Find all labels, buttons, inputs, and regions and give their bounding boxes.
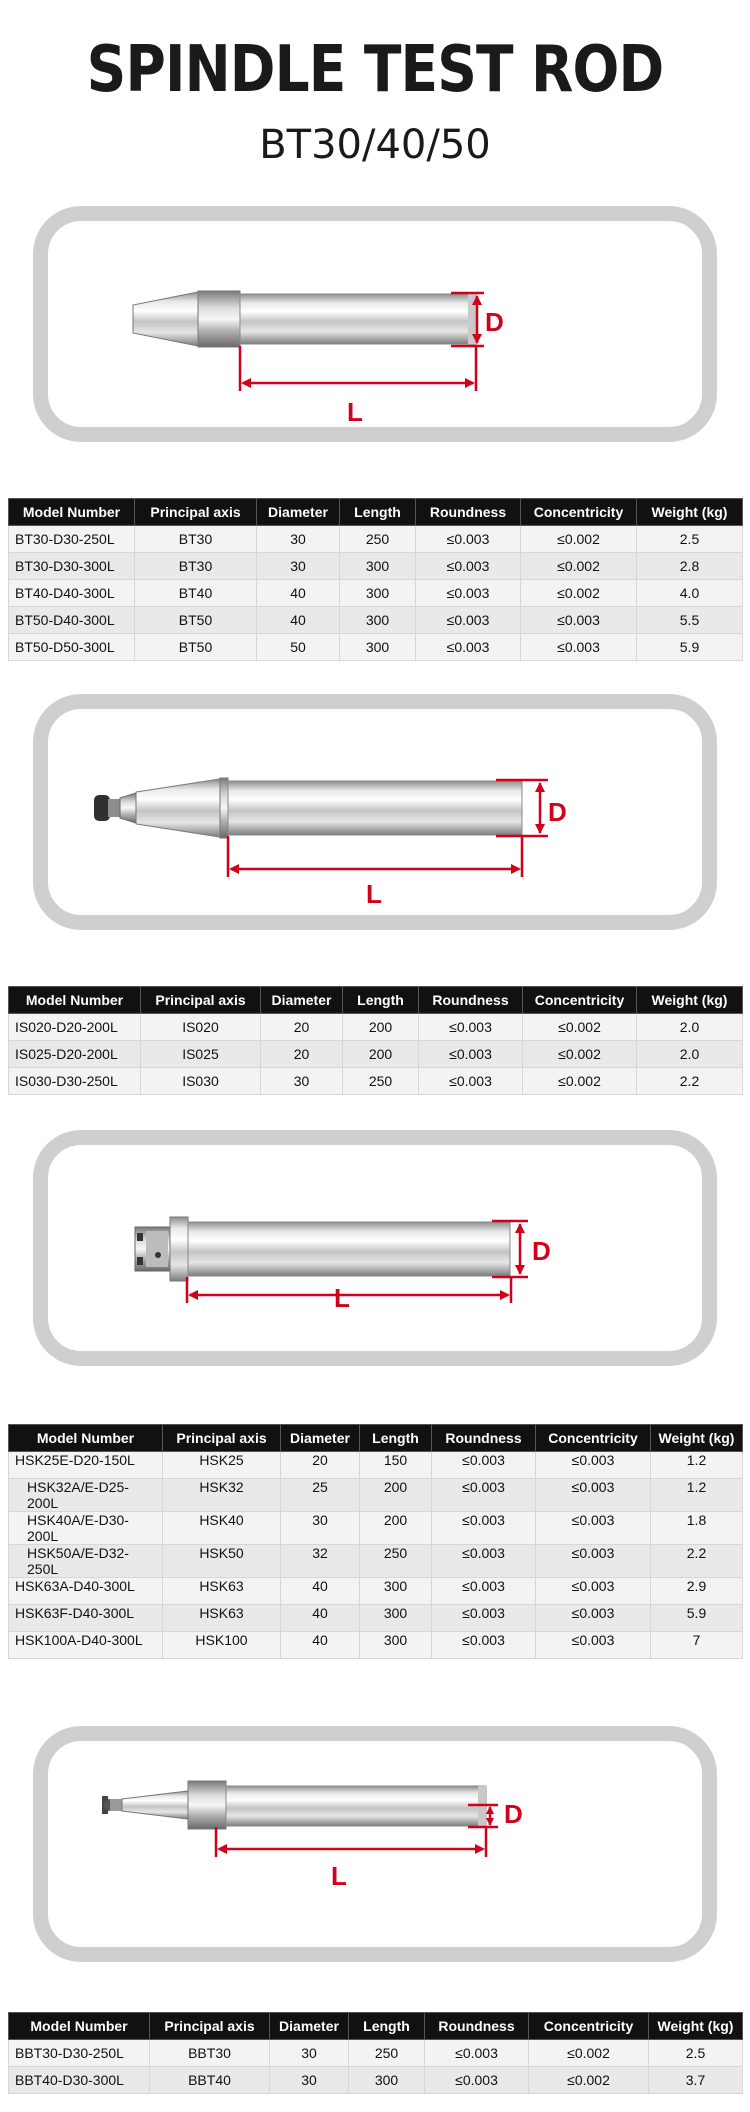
cell: 250	[360, 1545, 432, 1578]
col-concentricity: Concentricity	[536, 1425, 651, 1452]
cell: IS025	[141, 1041, 261, 1068]
cell: ≤0.002	[523, 1041, 637, 1068]
cell: IS030-D30-250L	[9, 1068, 141, 1095]
cell: ≤0.003	[432, 1578, 536, 1605]
cell: 300	[360, 1605, 432, 1632]
cell: ≤0.002	[521, 526, 637, 553]
cell: 200	[360, 1512, 432, 1545]
col-diameter: Diameter	[270, 2013, 349, 2040]
cell: ≤0.003	[536, 1578, 651, 1605]
cell: HSK40	[163, 1512, 281, 1545]
table-row	[9, 1041, 743, 1068]
cell: 1.8	[651, 1512, 743, 1545]
bt-rod-illustration	[48, 221, 702, 427]
length-label: L	[331, 1861, 347, 1891]
cell: HSK50	[163, 1545, 281, 1578]
cell: 250	[349, 2040, 425, 2067]
cell: ≤0.003	[425, 2067, 529, 2094]
col-roundness: Roundness	[419, 987, 523, 1014]
cell: 300	[360, 1578, 432, 1605]
cell: 5.9	[651, 1605, 743, 1632]
col-roundness: Roundness	[432, 1425, 536, 1452]
cell: 20	[261, 1014, 343, 1041]
col-weight: Weight (kg)	[651, 1425, 743, 1452]
cell: 30	[270, 2040, 349, 2067]
table-row	[9, 1632, 743, 1659]
cell: 1.2	[651, 1452, 743, 1479]
col-concentricity: Concentricity	[521, 499, 637, 526]
cell: ≤0.002	[521, 553, 637, 580]
cell: 2.0	[637, 1014, 743, 1041]
table-row	[9, 634, 743, 661]
table-row	[9, 1479, 743, 1512]
cell: ≤0.002	[529, 2067, 649, 2094]
cell: BT40	[135, 580, 257, 607]
is-rod-diagram	[33, 694, 717, 930]
col-weight: Weight (kg)	[637, 987, 743, 1014]
table-row	[9, 553, 743, 580]
cell: 25	[281, 1479, 360, 1512]
table-row	[9, 1512, 743, 1545]
is-rod-illustration	[48, 709, 702, 915]
bbt-rod-illustration	[48, 1741, 702, 1947]
cell: HSK50A/E-D32-250L	[9, 1545, 163, 1578]
table-row	[9, 1605, 743, 1632]
col-length: Length	[340, 499, 416, 526]
cell: HSK40A/E-D30-200L	[9, 1512, 163, 1545]
cell: ≤0.003	[419, 1068, 523, 1095]
bbt-rod-diagram	[33, 1726, 717, 1962]
cell: 150	[360, 1452, 432, 1479]
table-row	[9, 2067, 743, 2094]
cell: HSK32A/E-D25-200L	[9, 1479, 163, 1512]
cell: 30	[257, 553, 340, 580]
col-model: Model Number	[9, 987, 141, 1014]
cell: 4.0	[637, 580, 743, 607]
col-principal-axis: Principal axis	[163, 1425, 281, 1452]
col-principal-axis: Principal axis	[135, 499, 257, 526]
cell: 300	[349, 2067, 425, 2094]
cell: ≤0.003	[425, 2040, 529, 2067]
cell: 30	[261, 1068, 343, 1095]
cell: ≤0.003	[416, 607, 521, 634]
page-subtitle: BT30/40/50	[259, 122, 491, 168]
cell: 40	[281, 1632, 360, 1659]
col-diameter: Diameter	[261, 987, 343, 1014]
cell: BT30-D30-250L	[9, 526, 135, 553]
diameter-label: D	[504, 1799, 523, 1829]
cell: ≤0.003	[416, 553, 521, 580]
cell: ≤0.003	[536, 1452, 651, 1479]
cell: IS025-D20-200L	[9, 1041, 141, 1068]
cell: ≤0.003	[521, 634, 637, 661]
bbt-spec-table	[8, 2012, 743, 2094]
cell: 20	[261, 1041, 343, 1068]
cell: BT50	[135, 607, 257, 634]
cell: HSK63	[163, 1605, 281, 1632]
cell: HSK25E-D20-150L	[9, 1452, 163, 1479]
cell: HSK63F-D40-300L	[9, 1605, 163, 1632]
cell: ≤0.003	[416, 526, 521, 553]
cell: IS020	[141, 1014, 261, 1041]
cell: IS030	[141, 1068, 261, 1095]
cell: ≤0.003	[432, 1479, 536, 1512]
col-concentricity: Concentricity	[529, 2013, 649, 2040]
cell: 300	[340, 634, 416, 661]
cell: HSK100A-D40-300L	[9, 1632, 163, 1659]
is-spec-table	[8, 986, 743, 1095]
col-diameter: Diameter	[257, 499, 340, 526]
cell: 200	[343, 1041, 419, 1068]
cell: 2.9	[651, 1578, 743, 1605]
col-diameter: Diameter	[281, 1425, 360, 1452]
cell: HSK25	[163, 1452, 281, 1479]
cell: ≤0.003	[419, 1014, 523, 1041]
cell: ≤0.002	[523, 1068, 637, 1095]
col-principal-axis: Principal axis	[141, 987, 261, 1014]
hsk-rod-diagram	[33, 1130, 717, 1366]
cell: 1.2	[651, 1479, 743, 1512]
cell: 300	[340, 580, 416, 607]
hsk-rod-illustration	[48, 1145, 702, 1351]
length-label: L	[347, 397, 363, 427]
cell: 5.5	[637, 607, 743, 634]
cell: ≤0.003	[432, 1545, 536, 1578]
cell: BBT30	[150, 2040, 270, 2067]
col-roundness: Roundness	[425, 2013, 529, 2040]
cell: ≤0.003	[419, 1041, 523, 1068]
cell: BT50-D40-300L	[9, 607, 135, 634]
cell: BBT40	[150, 2067, 270, 2094]
cell: 30	[270, 2067, 349, 2094]
table-row	[9, 1452, 743, 1479]
table-row	[9, 1014, 743, 1041]
table-row	[9, 1545, 743, 1578]
cell: ≤0.002	[523, 1014, 637, 1041]
cell: 32	[281, 1545, 360, 1578]
table-row	[9, 1578, 743, 1605]
cell: 2.8	[637, 553, 743, 580]
cell: 40	[281, 1605, 360, 1632]
cell: BT30	[135, 526, 257, 553]
table-row	[9, 1068, 743, 1095]
cell: ≤0.003	[536, 1632, 651, 1659]
cell: 300	[340, 607, 416, 634]
col-model: Model Number	[9, 2013, 150, 2040]
cell: ≤0.003	[416, 580, 521, 607]
cell: 3.7	[649, 2067, 743, 2094]
cell: 7	[651, 1632, 743, 1659]
cell: HSK32	[163, 1479, 281, 1512]
col-model: Model Number	[9, 499, 135, 526]
cell: ≤0.003	[432, 1632, 536, 1659]
cell: ≤0.003	[536, 1545, 651, 1578]
cell: ≤0.003	[536, 1479, 651, 1512]
diameter-label: D	[485, 307, 504, 337]
cell: 40	[257, 607, 340, 634]
cell: 300	[340, 553, 416, 580]
cell: 50	[257, 634, 340, 661]
cell: BT50	[135, 634, 257, 661]
col-roundness: Roundness	[416, 499, 521, 526]
cell: ≤0.003	[416, 634, 521, 661]
cell: 250	[343, 1068, 419, 1095]
col-length: Length	[343, 987, 419, 1014]
bt-rod-diagram	[33, 206, 717, 442]
cell: ≤0.003	[521, 607, 637, 634]
table-row	[9, 580, 743, 607]
cell: BT30-D30-300L	[9, 553, 135, 580]
cell: 2.0	[637, 1041, 743, 1068]
cell: 30	[257, 526, 340, 553]
cell: ≤0.002	[521, 580, 637, 607]
hsk-spec-table	[8, 1424, 743, 1659]
cell: 300	[360, 1632, 432, 1659]
table-row	[9, 607, 743, 634]
diameter-label: D	[548, 797, 567, 827]
cell: 200	[360, 1479, 432, 1512]
page-title: SPINDLE TEST ROD	[86, 33, 664, 107]
cell: ≤0.002	[529, 2040, 649, 2067]
cell: HSK100	[163, 1632, 281, 1659]
cell: 40	[257, 580, 340, 607]
cell: BT30	[135, 553, 257, 580]
table-row	[9, 526, 743, 553]
cell: BBT40-D30-300L	[9, 2067, 150, 2094]
length-label: L	[334, 1283, 350, 1313]
cell: 20	[281, 1452, 360, 1479]
cell: IS020-D20-200L	[9, 1014, 141, 1041]
cell: ≤0.003	[536, 1512, 651, 1545]
cell: HSK63	[163, 1578, 281, 1605]
cell: 40	[281, 1578, 360, 1605]
col-concentricity: Concentricity	[523, 987, 637, 1014]
cell: 2.5	[649, 2040, 743, 2067]
col-principal-axis: Principal axis	[150, 2013, 270, 2040]
col-weight: Weight (kg)	[637, 499, 743, 526]
col-length: Length	[349, 2013, 425, 2040]
col-weight: Weight (kg)	[649, 2013, 743, 2040]
cell: 5.9	[637, 634, 743, 661]
cell: BT50-D50-300L	[9, 634, 135, 661]
cell: 200	[343, 1014, 419, 1041]
cell: 2.2	[637, 1068, 743, 1095]
cell: BT40-D40-300L	[9, 580, 135, 607]
length-label: L	[366, 879, 382, 909]
cell: HSK63A-D40-300L	[9, 1578, 163, 1605]
diameter-label: D	[532, 1236, 551, 1266]
cell: BBT30-D30-250L	[9, 2040, 150, 2067]
cell: ≤0.003	[432, 1605, 536, 1632]
col-model: Model Number	[9, 1425, 163, 1452]
cell: 30	[281, 1512, 360, 1545]
cell: 250	[340, 526, 416, 553]
cell: 2.2	[651, 1545, 743, 1578]
table-row	[9, 2040, 743, 2067]
cell: ≤0.003	[536, 1605, 651, 1632]
cell: 2.5	[637, 526, 743, 553]
col-length: Length	[360, 1425, 432, 1452]
cell: ≤0.003	[432, 1512, 536, 1545]
cell: ≤0.003	[432, 1452, 536, 1479]
bt-spec-table	[8, 498, 743, 661]
